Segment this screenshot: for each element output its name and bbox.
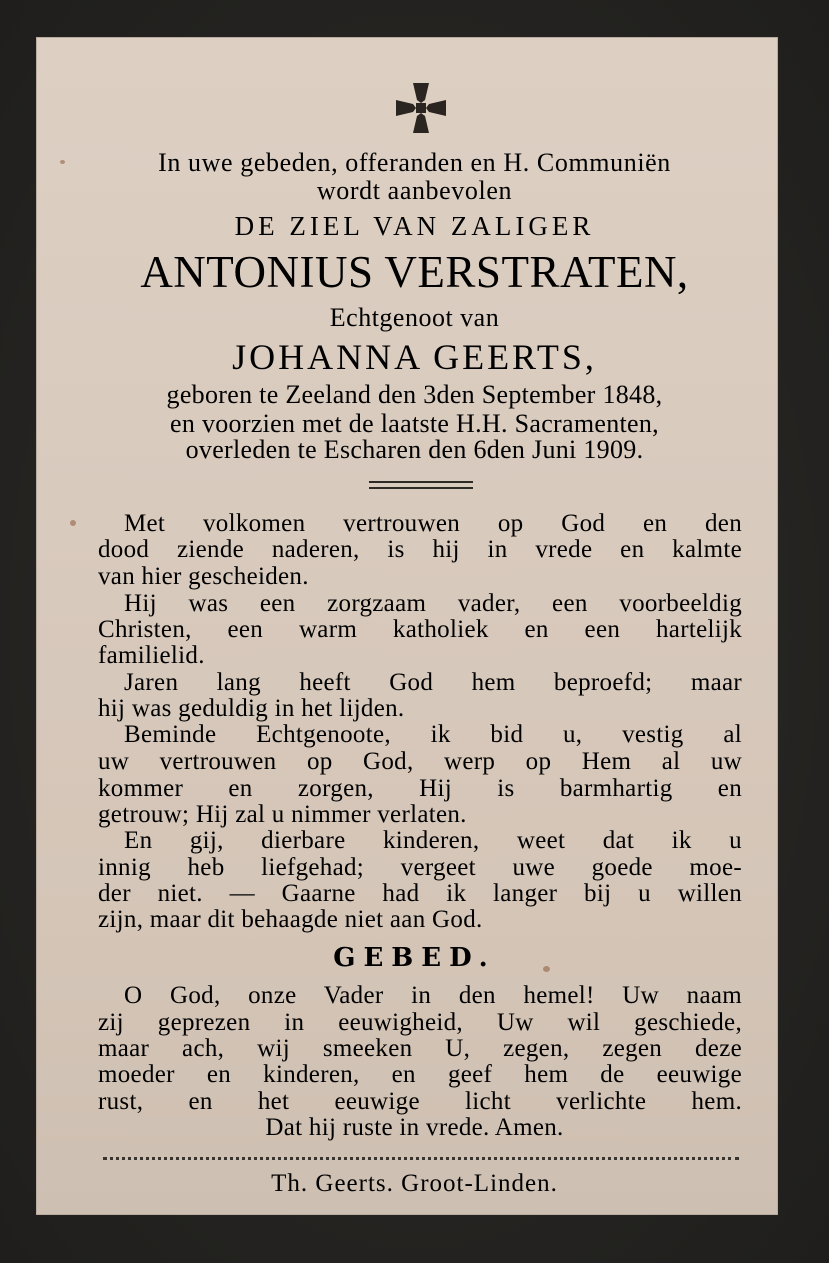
body-line: Beminde Echtgenoote, ik bid u, vestig al xyxy=(124,721,742,748)
spouse-name: JOHANNA GEERTS, xyxy=(232,337,597,377)
paper-stain xyxy=(60,160,65,164)
death-line: overleden te Escharen den 6den Juni 1909. xyxy=(185,435,644,464)
body-line: Hij was een zorgzaam vader, een voorbeeldig xyxy=(124,590,742,617)
body-line: En gij, dierbare kinderen, weet dat ik u xyxy=(124,827,742,854)
body-line: der niet. — Gaarne had ik langer bij u willen xyxy=(98,880,742,907)
body-line: innig heb liefgehad; vergeet uwe goede moe- xyxy=(98,854,742,881)
paper-stain xyxy=(70,520,76,526)
body-line: familielid. xyxy=(98,642,205,669)
body-line: Met volkomen vertrouwen op God en den xyxy=(124,510,742,537)
body-line: zijn, maar dit behaagde niet aan God. xyxy=(98,906,483,933)
body-line: van hier gescheiden. xyxy=(98,563,309,590)
double-rule-divider xyxy=(369,481,473,489)
paper-stain xyxy=(543,966,550,972)
body-line: Christen, een warm katholiek en een hartelijk xyxy=(98,616,742,643)
spouse-label: Echtgenoot van xyxy=(329,303,500,332)
body-line: Jaren lang heeft God hem beproefd; maar xyxy=(124,669,742,696)
prayer-line: zij geprezen in eeuwigheid, Uw wil geschiede, xyxy=(98,1009,742,1036)
dotted-rule xyxy=(103,1157,739,1160)
soul-heading: DE ZIEL VAN ZALIGER xyxy=(234,211,595,241)
body-line: kommer en zorgen, Hij is barmhartig en xyxy=(98,775,742,802)
prayer-line: O God, onze Vader in den hemel! Uw naam xyxy=(124,982,742,1009)
deceased-name: ANTONIUS VERSTRATEN, xyxy=(140,247,689,297)
body-line: hij was geduldig in het lijden. xyxy=(98,695,405,722)
prayer-closing-line: Dat hij ruste in vrede. Amen. xyxy=(265,1114,564,1141)
intro-line-1: In uwe gebeden, offeranden en H. Communiën xyxy=(158,148,671,177)
sacraments-line: en voorzien met de laatste H.H. Sacramenten, xyxy=(170,409,659,438)
prayer-line: moeder en kinderen, en geef hem de eeuwige xyxy=(98,1061,742,1088)
body-line: dood ziende naderen, is hij in vrede en kalmte xyxy=(98,536,742,563)
prayer-heading: GEBED. xyxy=(333,943,496,973)
cross-pattee-icon xyxy=(394,81,448,135)
printer-credit: Th. Geerts. Groot-Linden. xyxy=(271,1170,558,1197)
prayer-line: rust, en het eeuwige licht verlichte hem. xyxy=(98,1088,742,1115)
intro-line-2: wordt aanbevolen xyxy=(316,176,513,205)
prayer-line: maar ach, wij smeeken U, zegen, zegen deze xyxy=(98,1035,742,1062)
body-line: uw vertrouwen op God, werp op Hem al uw xyxy=(98,748,742,775)
birth-line: geboren te Zeeland den 3den September 1848, xyxy=(166,380,663,409)
body-line: getrouw; Hij zal u nimmer verlaten. xyxy=(98,801,467,828)
